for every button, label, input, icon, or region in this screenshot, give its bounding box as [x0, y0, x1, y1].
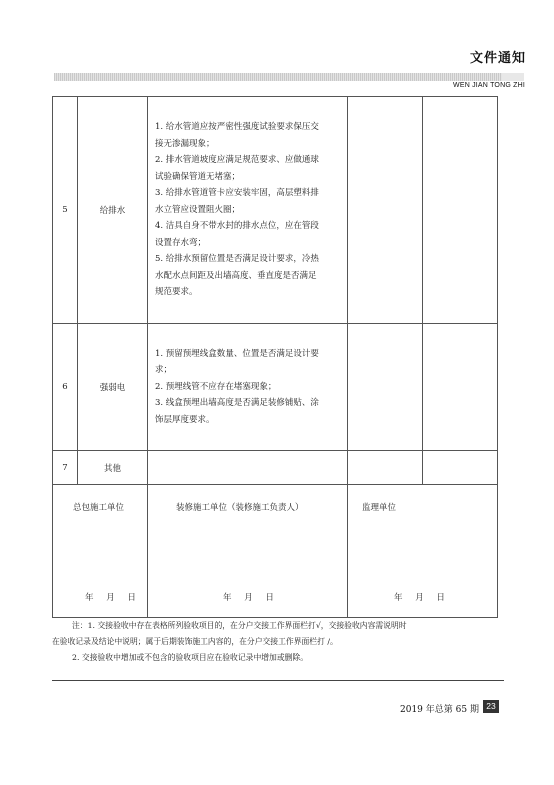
- content-line: 4. 洁具自身不带水封的排水点位，应在管段: [155, 221, 319, 231]
- row-content: [148, 323, 348, 451]
- signature-date: 年 月 日: [85, 593, 136, 603]
- content-line: 1. 给水管道应按严密性强度试验要求保压交: [155, 122, 319, 132]
- header-rule: [54, 73, 502, 81]
- signature-label: 监理单位: [362, 503, 397, 513]
- signature-label: 装修施工单位（装修施工负责人）: [176, 503, 304, 513]
- row-content: [148, 97, 348, 324]
- inspection-table: [52, 96, 498, 618]
- content-line: 设置存水弯；: [155, 237, 207, 248]
- section-title: 文件通知: [469, 51, 526, 66]
- row-item: 其他: [78, 451, 148, 485]
- handover-cell[interactable]: [348, 323, 423, 451]
- signature-date: 年 月 日: [394, 593, 445, 603]
- note-line: 在验收记录及结论中说明；属于后期装饰施工内容的，在分户交接工作界面栏打 /。: [52, 637, 338, 646]
- content-line: 2. 预埋线管不应存在堵塞现象；: [155, 381, 277, 392]
- signature-date: 年 月 日: [223, 593, 274, 603]
- content-line: 规范要求。: [155, 287, 198, 297]
- section-subtitle: WEN JIAN TONG ZHI: [453, 82, 525, 89]
- header-rule-end: [502, 73, 524, 81]
- record-cell[interactable]: [423, 97, 498, 324]
- row-item: 给排水: [78, 97, 148, 324]
- record-cell[interactable]: [423, 323, 498, 451]
- table-row: [53, 97, 498, 324]
- content-line: 接无渗漏现象；: [155, 138, 215, 149]
- note-line: 2. 交接验收中增加或不包含的验收项目应在验收记录中增加或删除。: [72, 653, 309, 662]
- content-line: 饰层厚度要求。: [155, 414, 215, 425]
- table-row: [53, 451, 498, 485]
- signature-row: [53, 485, 498, 618]
- signature-cell-decoration[interactable]: [148, 485, 348, 618]
- handover-cell[interactable]: [348, 97, 423, 324]
- row-item: 强弱电: [78, 323, 148, 451]
- row-number: 6: [53, 323, 78, 451]
- table-notes: [52, 618, 504, 666]
- content-line: 水立管应设置阻火圈；: [155, 204, 241, 215]
- signature-cell-contractor[interactable]: [53, 485, 148, 618]
- row-content: [148, 451, 348, 485]
- content-line: 试验确保管道无堵塞；: [155, 171, 241, 182]
- row-number: 7: [53, 451, 78, 485]
- content-line: 2. 排水管道坡度应满足规范要求、应做通球: [155, 155, 319, 165]
- content-line: 5. 给排水预留位置是否满足设计要求，冷热: [155, 254, 319, 264]
- page-number: 23: [483, 700, 499, 713]
- content-line: 1. 预留预埋线盒数量、位置是否满足设计要: [155, 348, 319, 359]
- note-line: 注：1. 交接验收中存在表格所列验收项目的，在分户交接工作界面栏打√，交接验收内容需说明时: [72, 621, 407, 630]
- content-line: 求；: [155, 365, 173, 375]
- issue-label: 2019 年总第 65 期: [400, 705, 479, 715]
- record-cell[interactable]: [423, 451, 498, 485]
- table-row: [53, 323, 498, 451]
- handover-cell[interactable]: [348, 451, 423, 485]
- content-line: 水配水点间距及出墙高度、垂直度是否满足: [155, 270, 317, 281]
- content-line: 3. 给排水管道管卡应安装牢固，高层塑料排: [155, 188, 319, 198]
- signature-label: 总包施工单位: [73, 503, 125, 513]
- footer-rule: [52, 680, 504, 681]
- content-line: 3. 线盒预埋出墙高度是否满足装修铺贴、涂: [155, 398, 319, 408]
- signature-cell-supervisor[interactable]: [348, 485, 498, 618]
- row-number: 5: [53, 97, 78, 324]
